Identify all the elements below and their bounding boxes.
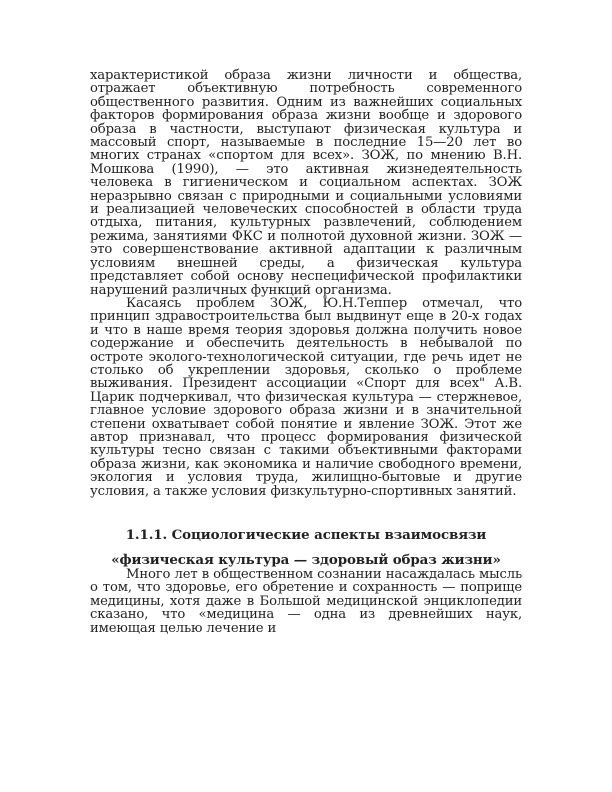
document-page — [90, 69, 522, 635]
body-paragraph: Много лет в общественном сознании насаждалась мысль о том, что здоровье, его обретение и сохранность — поприще медицины, хотя даже в Большой медицинской энциклопедии сказано, что «медицина — одна из древнейших наук, имеющая целью лечение и — [90, 567, 522, 636]
body-paragraph: характеристикой образа жизни личности и общества, отражает объективную потребность современного общественного развития. Одним из важнейших социальных факторов формирования образа жизни вообще и здорового образа в частности, выступают физическая культура и массовый спорт, называемые в последние 15—20 лет во многих странах «спортом для всех». ЗОЖ, по мнению В.Н. Мошкова (1990), — это активная жизнедеятельность человека в гигиеническом и социальном аспектах. ЗОЖ неразрывно связан с природными и социальными условиями и реализацией человеческих способностей в области труда отдыха, питания, культурных развлечений, соблюдением режима, занятиями ФКС и полнотой духовной жизни. ЗОЖ — это совершенствование активной адаптации к различным условиям внешней среды, а физическая культура представляет собой основу неспецифической профилактики нарушений различных функций организма. — [90, 68, 522, 298]
section-heading: 1.1.1. Социологические аспекты взаимосвязи — [125, 527, 487, 543]
section-subheading: «физическая культура — здоровый образ жизни» — [111, 552, 501, 568]
body-paragraph: Касаясь проблем ЗОЖ, Ю.Н.Теппер отмечал, что принцип здравостроительства был выдвинут еще в 20-х годах и что в наше время теория здоровья должна получить новое содержание и обеспечить деятельность в небывалой по остроте эколого-технологической ситуации, где речь идет не столько об укреплении здоровья, сколько о проблеме выживания. Президент ассоциации «Спорт для всех" А.В. Царик подчеркивал, что физическая культура — стержневое, главное условие здорового образа жизни и в значительной степени охватывает собой понятие и явление ЗОЖ. Этот же автор признавал, что процесс формирования физической культуры тесно связан с такими объективными факторами образа жизни, как экономика и наличие свободного времени, экология и условия труда, жилищно-бытовые и другие условия, а также условия физкультурно-спортивных занятий. — [90, 295, 522, 499]
